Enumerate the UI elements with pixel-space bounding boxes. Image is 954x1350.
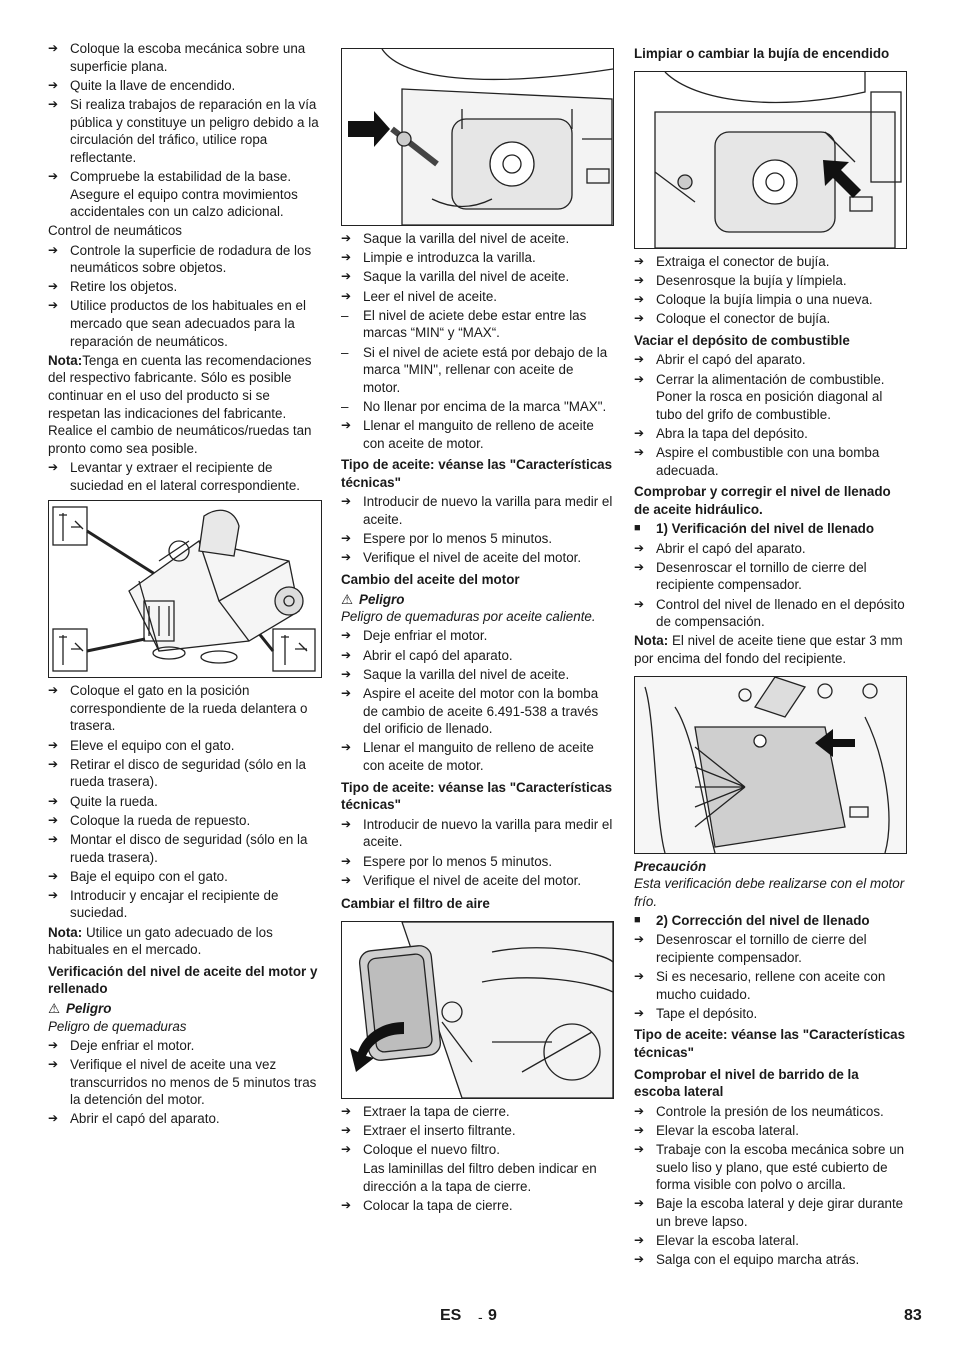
arrow-right-icon: ➔ bbox=[634, 968, 645, 983]
arrow-right-icon: ➔ bbox=[341, 740, 352, 755]
column-2 bbox=[341, 40, 614, 1216]
arrow-right-icon: ➔ bbox=[341, 853, 352, 868]
list-item: ➔ Cerrar la alimentación de combustible. Poner la rosca en posición diagonal al tubo del grifo de combustible. bbox=[634, 371, 885, 422]
list-item: ➔ Introducir de nuevo la varilla para medir el aceite. bbox=[341, 816, 613, 850]
list-item: ➔ Introducir de nuevo la varilla para medir el aceite. bbox=[341, 494, 613, 528]
spark-plug-figure bbox=[634, 71, 907, 249]
arrow-right-icon: ➔ bbox=[48, 1057, 59, 1071]
arrow-right-icon: ➔ bbox=[48, 812, 59, 827]
list-item: ➔ Salga con el equipo marcha atrás. bbox=[634, 1252, 860, 1268]
arrow-right-icon: ➔ bbox=[48, 887, 59, 902]
square-bullet-icon: ■ bbox=[634, 522, 641, 535]
warning-text: Peligro de quemaduras por aceite caliente. bbox=[341, 609, 596, 625]
list-item: ➔ Desenroscar el tornillo de cierre del recipiente compensador. bbox=[634, 559, 867, 593]
list-item: ➔ Verifique el nivel de aceite una vez transcurridos no menos de 5 minutos tras la detención del motor. bbox=[48, 1057, 317, 1108]
arrow-right-icon: ➔ bbox=[634, 1196, 645, 1211]
warning-label: ⚠ Peligro bbox=[48, 1001, 112, 1017]
list-item: ➔ Retirar el disco de seguridad (sólo en la rueda trasera). bbox=[48, 756, 306, 790]
list-item: ➔ Controle la presión de los neumáticos. bbox=[634, 1103, 884, 1119]
arrow-right-icon: ➔ bbox=[634, 1103, 645, 1118]
arrow-right-icon: ➔ bbox=[341, 250, 352, 265]
arrow-right-icon: ➔ bbox=[48, 1037, 59, 1052]
arrow-right-icon: ➔ bbox=[341, 685, 352, 700]
list-item: ➔ Introducir y encajar el recipiente de suciedad. bbox=[48, 887, 279, 921]
arrow-right-icon: ➔ bbox=[341, 288, 352, 303]
arrow-right-icon: ➔ bbox=[48, 41, 59, 55]
warning-label: ⚠ Peligro bbox=[341, 591, 405, 607]
note: Nota:Tenga en cuenta las recomendaciones del respectivo fabricante. Sólo es posible continuar en el uso del producto si se respetan las indicaciones del fabricante. Realice el cambio de neumáticos/ruedas tan pronto como sea posible. bbox=[48, 352, 312, 456]
list-item: ➔ Deje enfriar el motor. bbox=[48, 1037, 195, 1053]
list-item: ➔ Tape el depósito. bbox=[634, 1005, 758, 1021]
arrow-right-icon: ➔ bbox=[48, 298, 59, 313]
section-heading: Limpiar o cambiar la bujía de encendido bbox=[634, 46, 890, 61]
list-item: ➔ Leer el nivel de aceite. bbox=[341, 288, 497, 304]
arrow-right-icon: ➔ bbox=[341, 418, 352, 433]
arrow-right-icon: ➔ bbox=[634, 311, 645, 326]
list-item: ➔ Baje la escoba lateral y deje girar durante un breve lapso. bbox=[634, 1196, 904, 1230]
list-item: – El nivel de aciete debe estar entre las marcas “MIN“ y “MAX“. bbox=[341, 307, 587, 341]
list-item: ➔ Coloque la escoba mecánica sobre una superficie plana. bbox=[48, 41, 306, 74]
dipstick-figure bbox=[341, 48, 614, 226]
arrow-right-icon: ➔ bbox=[341, 1103, 352, 1118]
arrow-right-icon: ➔ bbox=[48, 279, 59, 294]
list-item: ➔ Extraer el inserto filtrante. bbox=[341, 1123, 516, 1139]
note: Nota: El nivel de aceite tiene que estar 3 mm por encima del fondo del recipiente. bbox=[634, 633, 903, 666]
air-filter-figure bbox=[341, 921, 614, 1099]
list-item: ➔ Extraiga el conector de bujía. bbox=[634, 253, 830, 269]
arrow-right-icon: ➔ bbox=[341, 1198, 352, 1213]
arrow-right-icon: ➔ bbox=[48, 77, 59, 92]
arrow-right-icon: ➔ bbox=[634, 445, 645, 460]
list-item: ■ 1) Verificación del nivel de llenado bbox=[634, 521, 875, 537]
arrow-right-icon: ➔ bbox=[48, 683, 59, 698]
sweeper-jack-points-figure bbox=[48, 500, 322, 678]
arrow-right-icon: ➔ bbox=[634, 1005, 645, 1020]
list-item: ➔ Montar el disco de seguridad (sólo en la rueda trasera). bbox=[48, 831, 308, 865]
arrow-right-icon: ➔ bbox=[634, 1122, 645, 1137]
section-heading: Tipo de aceite: véanse las "Características técnicas" bbox=[634, 1027, 906, 1060]
paragraph: Control de neumáticos bbox=[48, 223, 182, 239]
arrow-right-icon: ➔ bbox=[634, 540, 645, 555]
list-item: ➔ Quite la llave de encendido. bbox=[48, 77, 236, 93]
list-item: ➔ Abrir el capó del aparato. bbox=[634, 352, 806, 368]
arrow-right-icon: ➔ bbox=[48, 737, 59, 752]
arrow-right-icon: ➔ bbox=[634, 371, 645, 386]
arrow-right-icon: ➔ bbox=[48, 831, 59, 846]
list-item: ➔ Saque la varilla del nivel de aceite. bbox=[341, 231, 570, 246]
section-heading: Verificación del nivel de aceite del motor y rellenado bbox=[48, 963, 318, 997]
list-item: ➔ Espere por lo menos 5 minutos. bbox=[341, 531, 553, 547]
footer-separator: - bbox=[478, 1309, 483, 1325]
arrow-right-icon: ➔ bbox=[634, 596, 645, 611]
warning-text: Peligro de quemaduras bbox=[48, 1018, 187, 1034]
list-item: ➔ Saque la varilla del nivel de aceite. bbox=[341, 666, 570, 682]
arrow-right-icon: ➔ bbox=[634, 352, 645, 367]
list-item: ➔ Desenrosque la bujía y límpiela. bbox=[634, 272, 847, 288]
list-item: ➔ Abra la tapa del depósito. bbox=[634, 425, 808, 441]
arrow-right-icon: ➔ bbox=[48, 96, 59, 111]
list-item: ■ 2) Corrección del nivel de llenado bbox=[634, 912, 870, 928]
list-item: ➔ Si realiza trabajos de reparación en la vía pública y constituye un peligro debido a la circulación del tráfico, utilice ropa reflectante. bbox=[48, 96, 319, 165]
arrow-right-icon: ➔ bbox=[341, 1142, 352, 1157]
arrow-right-icon: ➔ bbox=[48, 756, 59, 771]
list-item: ➔ Coloque el gato en la posición correspondiente de la rueda delantera o trasera. bbox=[48, 683, 308, 734]
section-heading: Tipo de aceite: véanse las "Características técnicas" bbox=[341, 779, 613, 813]
section-heading: Cambio del aceite del motor bbox=[341, 572, 520, 588]
arrow-right-icon: ➔ bbox=[341, 872, 352, 887]
list-item: ➔ Extraer la tapa de cierre. bbox=[341, 1103, 510, 1119]
list-item: – No llenar por encima de la marca "MAX". bbox=[341, 398, 607, 414]
warning-triangle-icon: ⚠ bbox=[48, 1001, 61, 1017]
section-heading: Comprobar el nivel de barrido de la escoba lateral bbox=[634, 1066, 859, 1100]
arrow-right-icon: ➔ bbox=[341, 628, 352, 643]
list-item: – Si el nivel de aciete está por debajo de la marca "MIN", rellenar con aceite de motor. bbox=[341, 344, 608, 395]
list-item: ➔ Aspire el combustible con una bomba adecuada. bbox=[634, 445, 880, 478]
arrow-right-icon: ➔ bbox=[634, 932, 645, 947]
list-item: ➔ Levantar y extraer el recipiente de suciedad en el lateral correspondiente. bbox=[48, 460, 301, 493]
warning-triangle-icon: ⚠ bbox=[341, 591, 354, 607]
arrow-right-icon: ➔ bbox=[341, 1123, 352, 1138]
hydraulic-tank-figure bbox=[634, 676, 907, 854]
square-bullet-icon: ■ bbox=[634, 913, 641, 926]
list-item: ➔ Espere por lo menos 5 minutos. bbox=[341, 853, 553, 869]
arrow-right-icon: ➔ bbox=[341, 647, 352, 662]
list-item: ➔ Baje el equipo con el gato. bbox=[48, 868, 228, 884]
list-item: ➔ Abrir el capó del aparato. bbox=[341, 647, 513, 663]
list-item: ➔ Verifique el nivel de aceite del motor. bbox=[341, 550, 582, 566]
list-item: ➔ Verifique el nivel de aceite del motor. bbox=[341, 872, 582, 888]
arrow-right-icon: ➔ bbox=[634, 272, 645, 287]
list-item: ➔ Eleve el equipo con el gato. bbox=[48, 737, 235, 753]
caution-label: Precaución bbox=[634, 858, 707, 874]
list-item: ➔ Quite la rueda. bbox=[48, 793, 158, 809]
list-item: ➔ Abrir el capó del aparato. bbox=[634, 540, 806, 556]
arrow-right-icon: ➔ bbox=[48, 793, 59, 808]
arrow-right-icon: ➔ bbox=[48, 168, 59, 183]
list-item: ➔ Llenar el manguito de relleno de aceite con aceite de motor. bbox=[341, 418, 594, 451]
arrow-right-icon: ➔ bbox=[634, 559, 645, 574]
arrow-right-icon: ➔ bbox=[634, 291, 645, 306]
arrow-right-icon: ➔ bbox=[341, 531, 352, 546]
list-item: ➔ Deje enfriar el motor. bbox=[341, 628, 488, 644]
column-3 bbox=[634, 40, 907, 1271]
arrow-right-icon: ➔ bbox=[341, 666, 352, 681]
list-item: ➔ Desenroscar el tornillo de cierre del recipiente compensador. bbox=[634, 932, 867, 965]
arrow-right-icon: ➔ bbox=[341, 269, 352, 284]
column-1 bbox=[48, 40, 322, 1130]
list-item: ➔ Controle la superficie de rodadura de los neumáticos sobre objetos. bbox=[48, 242, 312, 276]
list-item: ➔ Trabaje con la escoba mecánica sobre un suelo liso y plano, que esté cubierto de forma visible con polvo o arcilla. bbox=[634, 1142, 905, 1193]
caution-text: Esta verificación debe realizarse con el motor frío. bbox=[634, 876, 905, 909]
list-item: ➔ Elevar la escoba lateral. bbox=[634, 1233, 799, 1249]
list-item: ➔ Aspire el aceite del motor con la bomba de cambio de aceite 6.491-538 a través del orificio de llenado. bbox=[341, 685, 599, 737]
arrow-right-icon: ➔ bbox=[48, 460, 59, 474]
list-item: ➔ Llenar el manguito de relleno de aceite con aceite de motor. bbox=[341, 740, 594, 773]
list-item: ➔ Limpie e introduzca la varilla. bbox=[341, 250, 536, 266]
list-item: ➔ Elevar la escoba lateral. bbox=[634, 1122, 799, 1138]
list-item: ➔ Si es necesario, rellene con aceite con mucho cuidado. bbox=[634, 968, 886, 1002]
footer-section-page: 9 bbox=[488, 1307, 497, 1324]
list-item: ➔ Coloque el nuevo filtro. bbox=[341, 1142, 500, 1158]
arrow-right-icon: ➔ bbox=[634, 425, 645, 440]
footer-language: ES bbox=[440, 1307, 462, 1324]
arrow-right-icon: ➔ bbox=[634, 1252, 645, 1267]
arrow-right-icon: ➔ bbox=[634, 253, 645, 268]
list-item: ➔ Retire los objetos. bbox=[48, 279, 178, 295]
list-item: ➔ Saque la varilla del nivel de aceite. bbox=[341, 269, 570, 285]
list-item: ➔ Utilice productos de los habituales en el mercado que sean adecuados para la reparación de neumáticos. bbox=[48, 298, 306, 349]
arrow-right-icon: ➔ bbox=[341, 231, 352, 245]
page-number: 83 bbox=[904, 1307, 922, 1324]
arrow-right-icon: ➔ bbox=[634, 1233, 645, 1248]
list-item: ➔ Control del nivel de llenado en el depósito de compensación. bbox=[634, 596, 905, 630]
section-heading: Cambiar el filtro de aire bbox=[341, 896, 490, 912]
list-item: ➔ Coloque el conector de bujía. bbox=[634, 311, 831, 327]
list-item: ➔ Colocar la tapa de cierre. bbox=[341, 1198, 513, 1214]
arrow-right-icon: ➔ bbox=[634, 1142, 645, 1157]
section-heading: Tipo de aceite: véanse las "Características técnicas" bbox=[341, 457, 613, 490]
arrow-right-icon: ➔ bbox=[48, 868, 59, 883]
arrow-right-icon: ➔ bbox=[341, 494, 352, 509]
section-heading: Comprobar y corregir el nivel de llenado de aceite hidráulico. bbox=[634, 484, 891, 517]
arrow-right-icon: ➔ bbox=[48, 242, 59, 257]
arrow-right-icon: ➔ bbox=[341, 816, 352, 831]
list-item: ➔ Abrir el capó del aparato. bbox=[48, 1111, 220, 1127]
arrow-right-icon: ➔ bbox=[341, 550, 352, 565]
arrow-right-icon: ➔ bbox=[48, 1111, 59, 1126]
list-item: ➔ Coloque la rueda de repuesto. bbox=[48, 812, 251, 828]
sub-note: Las laminillas del filtro deben indicar en dirección a la tapa de cierre. bbox=[363, 1161, 597, 1195]
list-item: ➔ Coloque la bujía limpia o una nueva. bbox=[634, 291, 873, 307]
list-item: ➔ Compruebe la estabilidad de la base. Asegure el equipo contra movimientos accidentales con un calzo adicional. bbox=[48, 168, 298, 220]
note: Nota: Utilice un gato adecuado de los habituales en el mercado. bbox=[48, 924, 273, 958]
section-heading: Vaciar el depósito de combustible bbox=[634, 332, 850, 348]
